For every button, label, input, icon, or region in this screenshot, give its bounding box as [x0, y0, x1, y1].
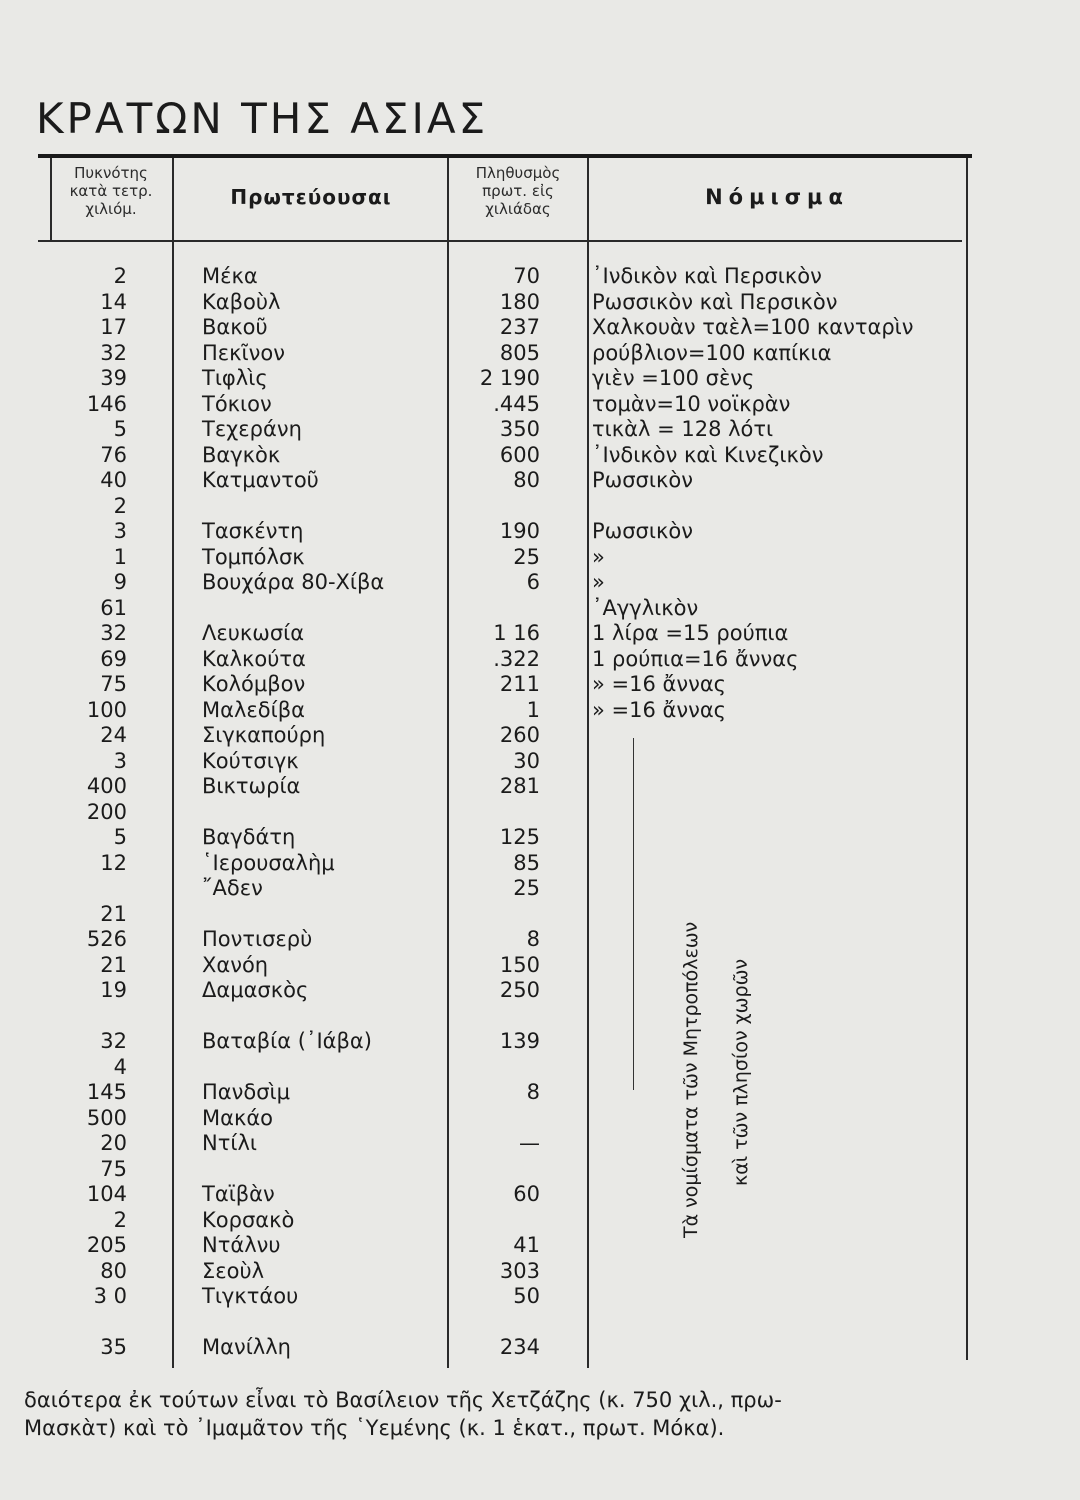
density-cell: 526 [86, 927, 127, 951]
population-cell: 80 [513, 468, 540, 492]
page-title: ΚΡΑΤΩΝ ΤΗΣ ΑΣΙΑΣ [36, 94, 489, 144]
capital-cell: ῾Ιερουσαλὴμ [202, 850, 335, 875]
footer-note [24, 1386, 782, 1442]
table-row [0, 902, 1080, 928]
currency-cell: ᾿Ινδικὸν καὶ Κινεζικὸν [592, 442, 824, 467]
capital-cell: Λευκωσία [202, 621, 305, 645]
density-cell: 76 [100, 442, 127, 467]
capital-cell: Μακάο [202, 1105, 274, 1130]
density-cell: 5 [113, 417, 127, 441]
density-cell: 145 [86, 1080, 127, 1104]
population-cell: — [519, 1131, 540, 1155]
table-row [0, 341, 1080, 367]
footer-line: δαιότερα ἐκ τούτων εἶναι τὸ Βασίλειον τῆς Χετζάζης (κ. 750 χιλ., πρω- [24, 1388, 782, 1412]
population-cell: 234 [499, 1335, 540, 1359]
density-cell: 2 [113, 493, 127, 518]
capital-cell: Ταϊβὰν [202, 1182, 275, 1206]
table-row [0, 315, 1080, 341]
density-cell: 20 [100, 1131, 127, 1155]
header-density-line: χιλιόμ. [85, 200, 137, 218]
density-cell: 2 [113, 1207, 127, 1232]
population-cell: 303 [499, 1258, 540, 1283]
table-row [0, 800, 1080, 826]
table-row [0, 264, 1080, 290]
population-cell: 281 [499, 774, 540, 798]
capital-cell: Τιγκτάου [202, 1284, 299, 1308]
density-cell: 3 [113, 748, 127, 773]
density-cell: 500 [86, 1105, 127, 1130]
table-row [0, 1335, 1080, 1361]
capital-cell: Σιγκαπούρη [202, 723, 326, 747]
density-cell: 2 [113, 264, 127, 288]
vertical-note [640, 740, 780, 1240]
header-population-line: χιλιάδας [485, 200, 551, 218]
table-row [0, 366, 1080, 392]
header-density-line: κατὰ τετρ. [69, 182, 153, 200]
capital-cell: Βαταβία (᾿Ιάβα) [202, 1029, 372, 1053]
capital-cell: Τόκιον [202, 391, 272, 416]
population-cell: 8 [526, 1080, 540, 1104]
population-cell: 2 190 [479, 366, 540, 390]
population-cell: 41 [513, 1233, 540, 1257]
table-row [0, 545, 1080, 571]
population-cell: 805 [499, 340, 540, 365]
capital-cell: Καβοὺλ [202, 289, 281, 314]
population-cell: 211 [499, 672, 540, 696]
table-row [0, 876, 1080, 902]
header-density-line: Πυκνότης [74, 164, 148, 182]
capital-cell: Δαμασκὸς [202, 978, 309, 1002]
capital-cell: Μαλεδίβα [202, 697, 305, 722]
density-cell: 104 [86, 1182, 127, 1206]
capital-cell: Σεοὺλ [202, 1258, 265, 1283]
table-row [0, 698, 1080, 724]
table-row [0, 851, 1080, 877]
density-cell: 3 0 [93, 1284, 127, 1308]
currency-cell: ᾿Αγγλικὸν [592, 595, 699, 620]
capital-cell: Βουχάρα 80-Χίβα [202, 570, 385, 594]
capital-cell: Βακοῦ [202, 315, 268, 339]
table-row [0, 494, 1080, 520]
table-row [0, 1055, 1080, 1081]
table-row [0, 621, 1080, 647]
density-cell: 32 [100, 1029, 127, 1053]
currency-cell: Χαλκουὰν ταὲλ=100 κανταρὶν [592, 315, 914, 339]
capital-cell: Πεκῖνον [202, 340, 285, 365]
capital-cell: Βαγκὸκ [202, 442, 281, 467]
capital-cell: Τιφλὶς [202, 366, 268, 390]
currency-cell: » [592, 544, 605, 569]
table-row [0, 1080, 1080, 1106]
population-cell: 350 [499, 417, 540, 441]
capital-cell: Τασκέντη [202, 519, 304, 543]
table-row [0, 519, 1080, 545]
capital-cell: Κατμαντοῦ [202, 468, 319, 492]
density-cell: 21 [100, 952, 127, 977]
table-row [0, 468, 1080, 494]
table-row [0, 417, 1080, 443]
table-row [0, 1182, 1080, 1208]
population-cell: 250 [499, 978, 540, 1002]
currency-cell: Ρωσσικὸν [592, 519, 693, 543]
density-cell: 21 [100, 901, 127, 926]
table-row [0, 570, 1080, 596]
table-row [0, 672, 1080, 698]
population-cell: 85 [513, 850, 540, 875]
density-cell: 69 [100, 646, 127, 671]
population-cell: 125 [499, 825, 540, 849]
capital-cell: Ντάλνυ [202, 1233, 281, 1257]
header-density [52, 164, 170, 218]
density-cell: 4 [113, 1054, 127, 1079]
population-cell: 70 [513, 264, 540, 288]
population-cell: 50 [513, 1284, 540, 1308]
capital-cell: Βικτωρία [202, 774, 301, 798]
density-cell: 17 [100, 315, 127, 339]
density-cell: 32 [100, 621, 127, 645]
currency-cell: τικὰλ = 128 λότι [592, 417, 774, 441]
table-row [0, 596, 1080, 622]
header-capitals: Πρωτεύουσαι [230, 185, 392, 209]
table-row [0, 774, 1080, 800]
table-row [0, 1259, 1080, 1285]
population-cell: 260 [499, 723, 540, 747]
population-cell: 139 [499, 1029, 540, 1053]
currency-cell: Ρωσσικὸν [592, 468, 693, 492]
table-row [0, 953, 1080, 979]
header-population-line: πρωτ. εἰς [482, 182, 554, 200]
currency-cell: ρούβλιον=100 καπίκια [592, 340, 832, 365]
capital-cell: Τομπόλσκ [202, 544, 305, 569]
capital-cell: Πανδσὶμ [202, 1080, 290, 1104]
density-cell: 100 [86, 697, 127, 722]
table-row [0, 1106, 1080, 1132]
population-cell: 30 [513, 748, 540, 773]
capital-cell: Ποντισερὺ [202, 927, 313, 951]
table-row [0, 723, 1080, 749]
population-cell: 6 [526, 570, 540, 594]
capital-cell: Καλκούτα [202, 646, 306, 671]
density-cell: 75 [100, 672, 127, 696]
currency-cell: 1 ρούπια=16 ἄννας [592, 646, 799, 671]
capital-cell: Κούτσιγκ [202, 748, 299, 773]
column-rule [50, 158, 52, 240]
density-cell: 39 [100, 366, 127, 390]
currency-cell: 1 λίρα =15 ρούπια [592, 621, 789, 645]
footer-line: Μασκὰτ) καὶ τὸ ᾿Ιμαμᾶτον τῆς ῾Υεμένης (κ. 1 ἑκατ., πρωτ. Μόκα). [24, 1416, 725, 1440]
population-cell: 600 [499, 442, 540, 467]
density-cell: 400 [86, 774, 127, 798]
table-row [0, 443, 1080, 469]
density-cell: 35 [100, 1335, 127, 1359]
density-cell: 75 [100, 1156, 127, 1181]
currency-cell: ᾿Ινδικὸν καὶ Περσικὸν [592, 264, 822, 288]
table-row [0, 825, 1080, 851]
density-cell: 1 [113, 544, 127, 569]
currency-cell: » =16 ἄννας [592, 697, 726, 722]
currency-cell: » [592, 570, 605, 594]
capital-cell: Τεχεράνη [202, 417, 302, 441]
population-cell: 180 [499, 289, 540, 314]
capital-cell: Κορσακὸ [202, 1207, 295, 1232]
density-cell: 12 [100, 850, 127, 875]
table-row [0, 927, 1080, 953]
table-row [0, 1310, 1080, 1336]
population-cell: 25 [513, 876, 540, 900]
density-cell: 3 [113, 519, 127, 543]
table-row [0, 1157, 1080, 1183]
density-cell: 146 [86, 391, 127, 416]
density-cell: 80 [100, 1258, 127, 1283]
population-cell: 1 [526, 697, 540, 722]
density-cell: 40 [100, 468, 127, 492]
header-population-line: Πληθυσμὸς [475, 164, 561, 182]
density-cell: 61 [100, 595, 127, 620]
density-cell: 5 [113, 825, 127, 849]
table-row [0, 1208, 1080, 1234]
population-cell: 25 [513, 544, 540, 569]
table-row [0, 978, 1080, 1004]
vertical-note-line: Τὰ νομίσματα τῶν Μητροπόλεων [680, 921, 702, 1238]
density-cell: 200 [86, 799, 127, 824]
table-row [0, 647, 1080, 673]
header-currency: Νόμισμα [705, 185, 849, 209]
density-cell: 9 [113, 570, 127, 594]
header-rule [38, 240, 962, 242]
population-cell: 150 [499, 952, 540, 977]
population-cell: 237 [499, 315, 540, 339]
capital-cell: ῎Αδεν [202, 876, 263, 900]
density-cell: 24 [100, 723, 127, 747]
population-cell: 190 [499, 519, 540, 543]
population-cell: 8 [526, 927, 540, 951]
density-cell: 19 [100, 978, 127, 1002]
capital-cell: Κολόμβον [202, 672, 306, 696]
population-cell: .445 [493, 391, 540, 416]
table-row [0, 1233, 1080, 1259]
table-row [0, 1029, 1080, 1055]
population-cell: 60 [513, 1182, 540, 1206]
currency-cell: γιὲν =100 σὲνς [592, 366, 755, 390]
currency-cell: » =16 ἄννας [592, 672, 726, 696]
population-cell: .322 [493, 646, 540, 671]
vertical-note-line: καὶ τῶν πλησίον χωρῶν [730, 958, 752, 1186]
table-row [0, 749, 1080, 775]
header-population [450, 164, 586, 218]
density-cell: 14 [100, 289, 127, 314]
table-row [0, 1004, 1080, 1030]
capital-cell: Χανόη [202, 952, 269, 977]
capital-cell: Βαγδάτη [202, 825, 296, 849]
table-row [0, 1131, 1080, 1157]
capital-cell: Μέκα [202, 264, 258, 288]
currency-cell: Ρωσσικὸν καὶ Περσικὸν [592, 289, 838, 314]
density-cell: 205 [86, 1233, 127, 1257]
density-cell: 32 [100, 340, 127, 365]
table-row [0, 290, 1080, 316]
population-cell: 1 16 [493, 621, 540, 645]
bracket-line [633, 738, 634, 1090]
table-row [0, 1284, 1080, 1310]
table-row [0, 392, 1080, 418]
currency-cell: τομὰν=10 νοϊκρὰν [592, 391, 791, 416]
capital-cell: Μανίλλη [202, 1335, 291, 1359]
table-top-rule [38, 154, 972, 158]
capital-cell: Ντίλι [202, 1131, 257, 1155]
